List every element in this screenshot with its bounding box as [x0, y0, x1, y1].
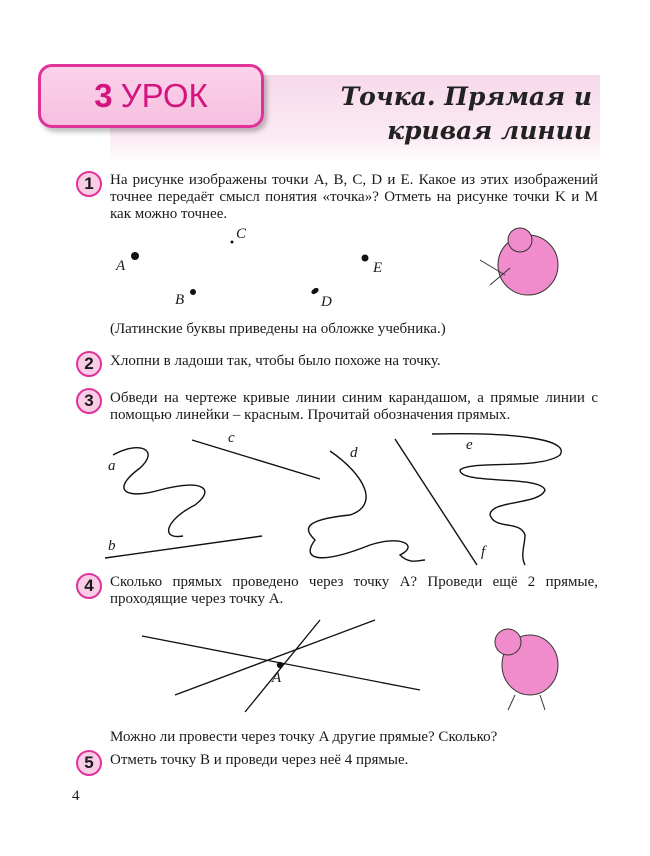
point-label-a: A	[116, 258, 126, 274]
line-label-a: a	[108, 458, 116, 474]
bird-icon	[480, 228, 558, 295]
lesson-number: 3	[94, 77, 113, 114]
exercise-1-text: На рисунке изображены точки A, B, C, D и E. Какое из этих изображений точнее передаёт смысл понятия «точка»? Отметь на рисунке точки K и M как можно точнее.	[110, 172, 598, 222]
point-label-b: B	[175, 292, 185, 308]
exercise-number-2: 2	[76, 351, 102, 377]
line-label-f: f	[481, 544, 486, 560]
title-line-1: Точка. Прямая и	[340, 82, 592, 111]
exercise-2-text: Хлопни в ладоши так, чтобы было похоже на точку.	[110, 353, 441, 369]
line-label-d: d	[350, 445, 358, 461]
point-label-c: C	[236, 226, 247, 242]
page-number: 4	[72, 788, 80, 804]
exercise-number-3: 3	[76, 388, 102, 414]
line-label-b: b	[108, 538, 116, 554]
lines-ex4	[142, 620, 420, 712]
exercise-3-text: Обведи на чертеже кривые линии синим карандашом, а прямые линии с помощью линейки – красным. Прочитай обозначения прямых.	[110, 390, 598, 423]
point-label-a-ex4: A	[272, 670, 282, 686]
point-label-e: E	[373, 260, 383, 276]
exercise-4-question: Можно ли провести через точку A другие прямые? Сколько?	[110, 729, 498, 745]
lines-ex3	[105, 434, 561, 565]
exercise-number-4: 4	[76, 573, 102, 599]
exercise-4-text: Сколько прямых проведено через точку A? Проведи ещё 2 прямые, проходящие через точку A.	[110, 574, 598, 607]
exercise-5-text: Отметь точку B и проведи через неё 4 прямые.	[110, 752, 409, 768]
lesson-word: УРОК	[120, 77, 208, 114]
line-label-c: c	[228, 430, 235, 446]
exercise-1-note: (Латинские буквы приведены на обложке учебника.)	[110, 321, 446, 337]
point-label-d: D	[321, 294, 332, 310]
points-ex1	[131, 241, 369, 296]
title-line-2: кривая линии	[387, 116, 592, 145]
line-label-e: e	[466, 437, 473, 453]
bird-icon-2	[495, 629, 558, 710]
exercise-number-1: 1	[76, 171, 102, 197]
exercise-number-5: 5	[76, 750, 102, 776]
